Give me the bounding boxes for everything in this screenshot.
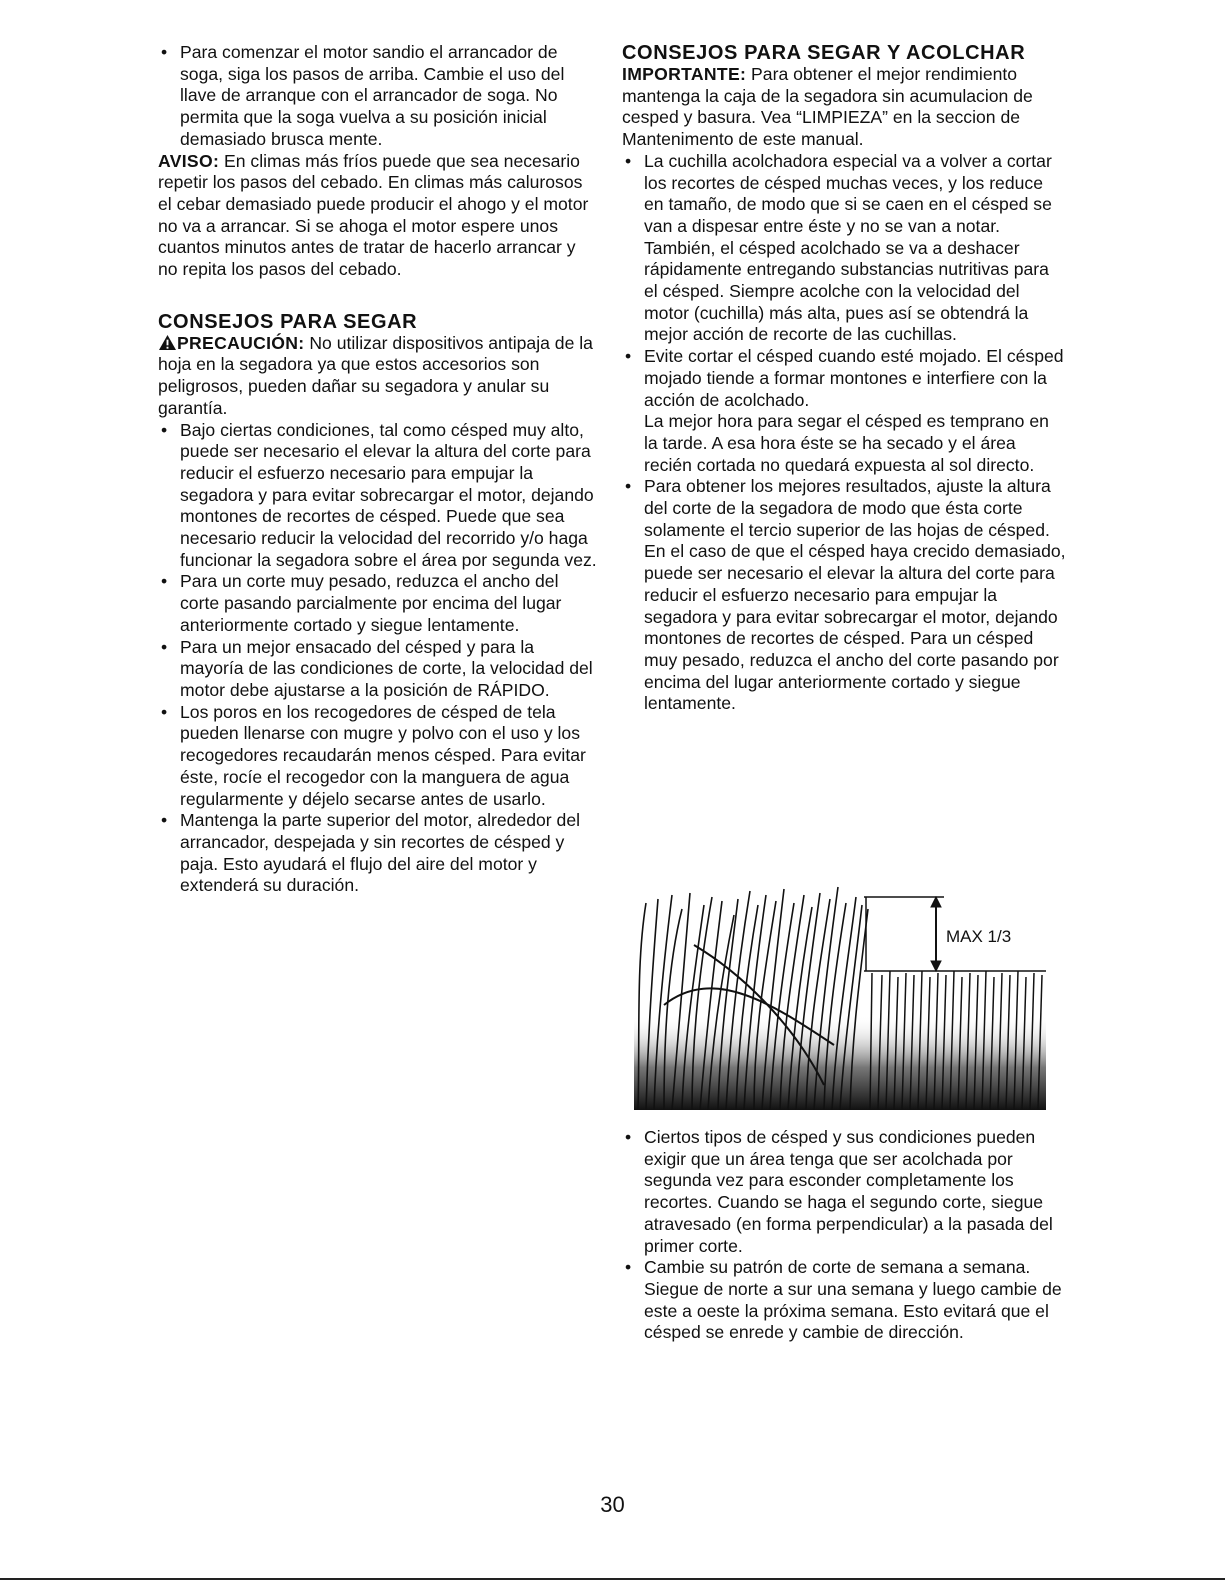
bullet-dot: • <box>625 346 632 367</box>
bullet-cut-height <box>622 476 1066 715</box>
precaucion-label: PRECAUCIÓN: <box>177 332 305 353</box>
section-heading-mulching-tips: CONSEJOS PARA SEGAR Y ACOLCHAR <box>622 42 1026 64</box>
aviso-text: En climas más fríos puede que sea necesario repetir los pasos del cebado. En climas más calurosos el cebar demasiado puede producir el ahogo y el motor no va a arrancar. Si se ahoga el motor espere unos cuantos minutos antes de tratar de hacerlo arrancar y no repita los pasos del cebado. <box>158 150 589 280</box>
bullet-dot: • <box>625 1257 632 1278</box>
bullet-grass-catcher <box>158 702 598 811</box>
bullet-engine-top <box>158 810 598 897</box>
precaucion-text: No utilizar dispositivos antipaja de la hoja en la segadora ya que estos accesorios son peligrosos, pueden dañar su segadora y anular su garantía. <box>158 332 593 418</box>
precaucion-paragraph <box>158 333 598 420</box>
bullet-text: Para un mejor ensacado del césped y para la mayoría de las condiciones de corte, la velocidad del motor debe ajustarse a la posición de RÁPIDO. <box>180 636 593 700</box>
bullet-dot: • <box>161 701 168 722</box>
page-number: 30 <box>600 1492 625 1517</box>
bullet-dot: • <box>625 1127 632 1147</box>
warning-triangle-icon <box>158 334 177 351</box>
bullet-pattern-change <box>622 1257 1066 1344</box>
max-third-label: MAX 1/3 <box>946 927 1012 946</box>
grass-cutting-height-illustration <box>634 885 1046 1110</box>
bullet-dot: • <box>625 150 632 171</box>
bullet-wet-grass <box>622 346 1066 476</box>
left-column <box>158 42 598 897</box>
bullet-text: Evite cortar el césped cuando esté mojado. El césped mojado tiende a formar montones e interfiere con la acción de acolchado. <box>644 346 1064 410</box>
bullet-text: Los poros en los recogedores de césped de tela pueden llenarse con mugre y polvo con el uso y los recogedores recaudarán menos césped. Para evitar éste, rocíe el recogedor con la manguera de agua regularmente y déjelo secarse antes de usarlo. <box>180 701 586 809</box>
bullet-mulching-blade <box>622 151 1066 346</box>
importante-label: IMPORTANTE: <box>622 64 747 84</box>
importante-paragraph <box>622 64 1066 151</box>
bullet-high-grass <box>158 420 598 572</box>
bullet-text: Ciertos tipos de césped y sus condiciones pueden exigir que un área tenga que ser acolchada por segunda vez para esconder completamente los recortes. Cuando se haga el segundo corte, siegue atravesado (en forma perpendicular) a la pasada del primer corte. <box>644 1127 1053 1256</box>
bullet-dot: • <box>161 419 168 440</box>
height-arrow-icon <box>931 897 941 971</box>
right-column-lower <box>622 1127 1066 1344</box>
bullet-dot: • <box>161 810 168 831</box>
bullet-dot: • <box>161 636 168 657</box>
bottom-rule <box>0 1578 1225 1580</box>
bullet-text: Para obtener los mejores resultados, ajuste la altura del corte de la segadora de modo que ésta corte solamente el tercio superior de las hojas de césped. En el caso de que el césped haya crecido demasiado, puede ser necesario el elevar la altura del corte para reducir el esfuerzo necesario para empujar la segadora y para evitar sobrecargar el motor, dejando montones de recortes de césped. Para un césped muy pesado, reduzca el ancho del corte pasando por encima del lugar anteriormente cortado y siegue lentamente. <box>644 476 1066 714</box>
bullet-text: Para comenzar el motor sandio el arrancador de soga, siga los pasos de arriba. Cambie el uso del llave de arranque con el arrancador de soga. No permita que la soga vuelva a su posición inicial demasiado brusca mente. <box>180 42 565 149</box>
bullet-dot: • <box>625 476 632 497</box>
bullet-text: Mantenga la parte superior del motor, alrededor del arrancador, despejada y sin recortes de césped y paja. Esto ayudará el flujo del aire del motor y extenderá su duración. <box>180 810 581 896</box>
aviso-label: AVISO: <box>158 150 220 171</box>
importante-text: Para obtener el mejor rendimiento mantenga la caja de la segadora sin acumulacion de cesped y basura. Vea “LIMPIEZA” en la seccion de Mantenimento de este manual. <box>622 64 1033 150</box>
bullet-text: Bajo ciertas condiciones, tal como césped muy alto, puede ser necesario el elevar la altura del corte para reducir el esfuerzo necesario para empujar la segadora y para evitar sobrecargar el motor, dejando montones de recortes de césped. Puede que sea necesario reducir la velocidad del recorrido y/o haga funcionar la segadora sobre el área por segunda vez. <box>180 419 597 570</box>
bullet-text: Para un corte muy pesado, reduzca el ancho del corte pasando parcialmente por encima del lugar anteriormente cortado y siegue lentamente. <box>180 571 562 635</box>
bullet-text: Cambie su patrón de corte de semana a semana. Siegue de norte a sur una semana y luego cambie de este a oeste la próxima semana. Esto evitará que el césped se enrede y cambie de dirección. <box>644 1257 1062 1343</box>
bullet-start-engine <box>158 42 598 151</box>
aviso-paragraph <box>158 151 598 281</box>
bullet-bagging-speed <box>158 637 598 702</box>
bullet-dot: • <box>161 571 168 592</box>
bullet-second-cut <box>622 1127 1066 1257</box>
right-column <box>622 42 1066 715</box>
bullet-heavy-cut <box>158 571 598 636</box>
bullet-dot: • <box>161 42 168 62</box>
section-heading-mowing-tips: CONSEJOS PARA SEGAR <box>158 310 418 333</box>
bullet-text-continued: La mejor hora para segar el césped es temprano en la tarde. A esa hora éste se ha secado y el área recién cortada no quedará expuesta al sol directo. <box>644 411 1049 475</box>
bullet-text: La cuchilla acolchadora especial va a volver a cortar los recortes de césped muchas veces, y los reduce en tamaño, de modo que si se caen en el césped se van a dispesar entre éste y no se van a notar. También, el césped acolchado se va a deshacer rápidamente entregando substancias nutritivas para el césped. Siempre acolche con la velocidad del motor (cuchilla) más alta, pues así se obtendrá la mejor acción de recorte de las cuchillas. <box>644 150 1052 345</box>
